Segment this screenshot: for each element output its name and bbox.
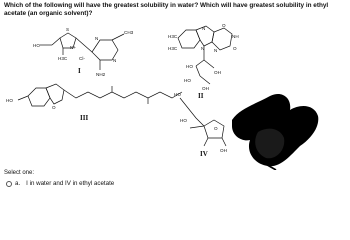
atom-label: N xyxy=(95,36,99,41)
molecule-label-iii: III xyxy=(80,114,89,122)
molecule-ii-structure xyxy=(178,26,232,84)
atom-label: O xyxy=(233,46,237,51)
atom-label: Cl- xyxy=(79,56,85,61)
radio-button[interactable] xyxy=(6,181,12,187)
atom-label: HO xyxy=(174,92,181,97)
question-text: Which of the following will have the greatest solubility in water? Which will have greatest solubility in ethyl acetate (an organic solvent)? xyxy=(4,2,329,17)
molecule-label-i: I xyxy=(78,67,81,75)
atom-label: OH xyxy=(202,86,209,91)
atom-label: HO xyxy=(184,78,191,83)
atom-label: N xyxy=(214,48,218,53)
atom-label: N xyxy=(201,46,205,51)
atom-label: H3C xyxy=(58,56,68,61)
atom-label: HO xyxy=(6,98,13,103)
atom-label: O xyxy=(222,23,226,28)
option-letter: a. xyxy=(15,180,21,187)
atom-label: O xyxy=(52,105,56,110)
molecule-label-ii: II xyxy=(198,92,204,100)
atom-label: H3C xyxy=(168,34,178,39)
select-one-prompt: Select one: xyxy=(4,170,35,176)
molecule-label-iv: IV xyxy=(200,150,208,158)
atom-label: NH xyxy=(232,34,239,39)
atom-label: HO xyxy=(33,43,40,48)
molecule-i-structure xyxy=(40,33,124,70)
atom-label: CH3 xyxy=(124,30,134,35)
atom-label: NH2 xyxy=(96,72,106,77)
atom-label: OH xyxy=(220,148,227,153)
molecule-iv-structure xyxy=(180,98,226,146)
atom-label: HO xyxy=(180,118,187,123)
atom-label: N+ xyxy=(70,45,77,50)
atom-label: S xyxy=(66,27,70,32)
atom-label: O xyxy=(214,126,218,131)
option-text: I in water and IV in ethyl acetate xyxy=(26,180,115,187)
atom-label: HO xyxy=(186,64,193,69)
molecule-iii-structure xyxy=(18,84,182,106)
answer-option-a[interactable] xyxy=(6,180,114,187)
atom-label: H3C xyxy=(168,46,178,51)
atom-label: OH xyxy=(214,70,221,75)
atom-label: N xyxy=(202,26,206,31)
atom-label: N xyxy=(113,58,117,63)
